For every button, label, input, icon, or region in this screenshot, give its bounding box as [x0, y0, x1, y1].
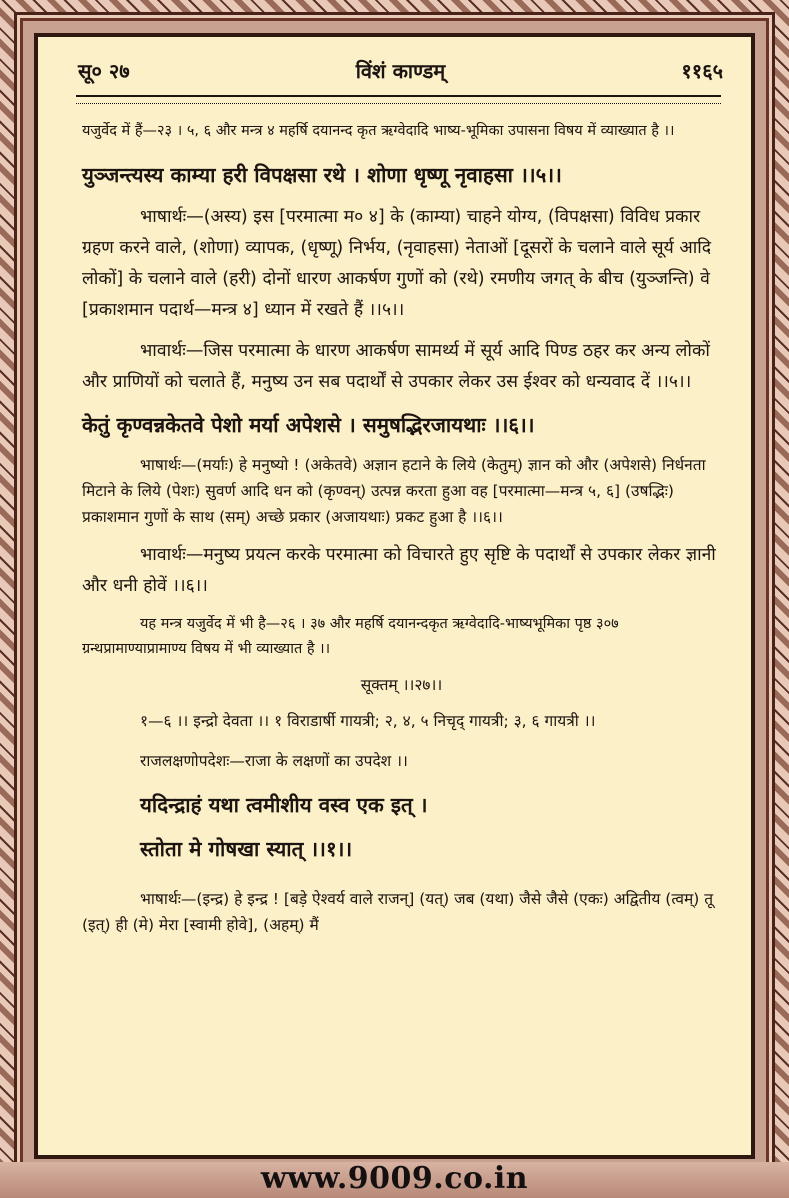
note-6: यह मन्त्र यजुर्वेद में भी है—२६ । ३७ और महर्षि दयानन्दकृत ऋग्वेदादि-भाष्यभूमिका पृष्ठ ३०७ ग्रन्थप्रामाण्याप्रामाण्य विषय में भी व्याख्यात है ।।	[82, 616, 619, 657]
page-content	[82, 119, 721, 938]
page-header	[78, 57, 723, 87]
mantra-6: केतुं कृण्वन्नकेतवे पेशो मर्या अपेशसे । समुषद्भिरजायथाः ।।६।।	[82, 413, 535, 437]
kanda-title: विंशं काण्डम्	[355, 59, 446, 83]
book-page	[34, 33, 755, 1159]
page-number: ११६५	[681, 59, 723, 83]
bhashartha-5: भाषार्थः—(अस्य) इस [परमात्मा म० ४] के (काम्या) चाहने योग्य, (विपक्षसा) विविध प्रकार ग्रहण करने वाले, (शोणा) व्यापक, (धृष्णू) निर्भय, (नृवाहसा) नेताओं [दूसरों के चलाने वाले सूर्य आदि लोकों] के चलाने वाले (हरी) दोनों धारण आकर्षण गुणों को (रथे) रमणीय जगत् के बीच (युञ्जन्ति) वे [प्रकाशमान पदार्थ—मन्त्र ४] ध्यान में रखते हैं ।।५।।	[82, 207, 712, 320]
website-url: www.9009.co.in	[260, 1161, 529, 1196]
reference-paragraph: यजुर्वेद में हैं—२३ । ५, ६ और मन्त्र ४ महर्षि दयानन्द कृत ऋग्वेदादि भाष्य-भूमिका उपासना विषय में व्याख्यात है ।।	[82, 123, 675, 139]
upadesha-line: राजलक्षणोपदेशः—राजा के लक्षणों का उपदेश ।।	[140, 752, 408, 770]
bhavartha-5: भावार्थः—जिस परमात्मा के धारण आकर्षण सामर्थ्य में सूर्य आदि पिण्ड ठहर कर अन्य लोकों और प्राणियों को चलाते हैं, मनुष्य उन सब पदार्थों से उपकार लेकर उस ईश्वर को धन्यवाद दें ।।५।।	[82, 341, 710, 392]
mantra-1-line-2: स्तोता मे गोषखा स्यात् ।।१।।	[140, 837, 353, 861]
sukta-heading: सूक्तम् ।।२७।।	[360, 676, 443, 694]
mantra-1-line-1: यदिन्द्राहं यथा त्वमीशीय वस्व एक इत् ।	[140, 793, 428, 817]
bhavartha-6: भावार्थः—मनुष्य प्रयत्न करके परमात्मा को विचारते हुए सृष्टि के पदार्थों से उपकार लेकर ज्ञानी और धनी होवें ।।६।।	[82, 545, 716, 596]
sukta-number: सू० २७	[78, 59, 130, 83]
mantra-5: युञ्जन्त्यस्य काम्या हरी विपक्षसा रथे । शोणा धृष्णू नृवाहसा ।।५।।	[82, 163, 562, 187]
bhashartha-1: भाषार्थः—(इन्द्र) हे इन्द्र ! [बड़े ऐश्वर्य वाले राजन्] (यत्) जब (यथा) जैसे जैसे (एकः) अद्वितीय (त्वम्) तू (इत्) ही (मे) मेरा [स्वामी होवे], (अहम्) मैं	[82, 890, 714, 934]
devata-line: १—६ ।। इन्द्रो देवता ।। १ विराडार्षी गायत्री; २, ४, ५ निचृद् गायत्री; ३, ६ गायत्री ।।	[140, 712, 596, 730]
header-rule	[76, 95, 721, 104]
bhashartha-6: भाषार्थः—(मर्याः) हे मनुष्यो ! (अकेतवे) अज्ञान हटाने के लिये (केतुम्) ज्ञान को और (अपेशसे) निर्धनता मिटाने के लिये (पेशः) सुवर्ण आदि धन को (कृण्वन्) उत्पन्न करता हुआ वह [परमात्मा—मन्त्र ५, ६] (उषद्भिः) प्रकाशमान गुणों के साथ (सम्) अच्छे प्रकार (अजायथाः) प्रकट हुआ है ।।६।।	[82, 456, 706, 526]
